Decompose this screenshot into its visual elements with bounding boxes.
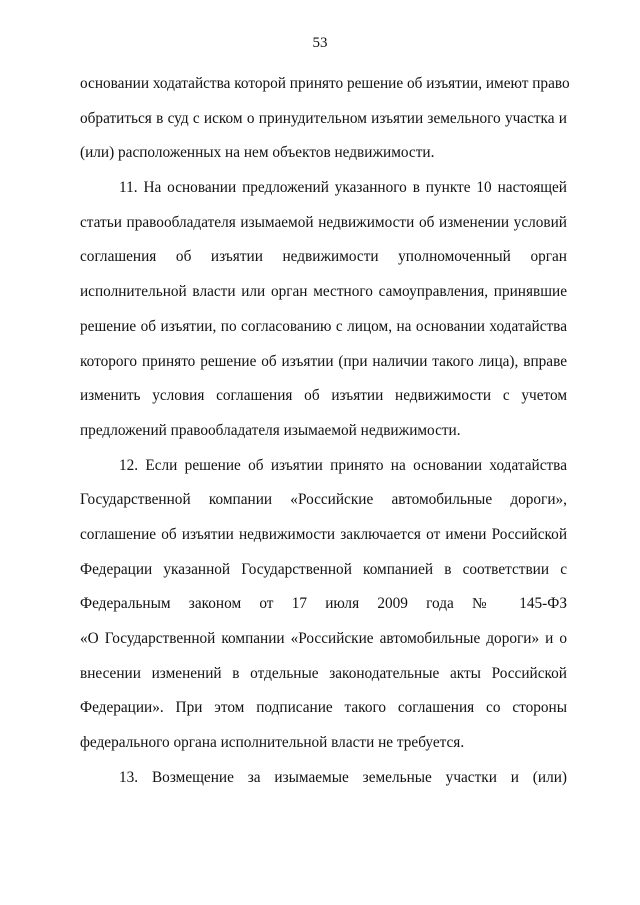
paragraph-3-line-5: Федеральным законом от 17 июля 2009 года № 145-ФЗ: [80, 595, 567, 613]
paragraph-1-line-1: основании ходатайства которой принято решение об изъятии, имеют право: [80, 75, 570, 92]
page-number: 53: [312, 35, 328, 51]
paragraph-2-line-1: 11. На основании предложений указанного в пункте 10 настоящей: [119, 179, 567, 197]
paragraph-3-line-9: федерального органа исполнительной власти не требуется.: [80, 734, 465, 752]
paragraph-3-line-6: «О Государственной компании «Российские автомобильные дороги» и о: [80, 630, 567, 647]
paragraph-2-line-7: изменить условия соглашения об изъятии недвижимости с учетом: [80, 387, 567, 405]
paragraph-2-line-5: решение об изъятии, по согласованию с лицом, на основании ходатайства: [80, 317, 567, 335]
paragraph-3-line-7: внесении изменений в отдельные законодательные акты Российской: [80, 664, 567, 682]
paragraph-3-line-3: соглашение об изъятии недвижимости заключается от имени Российской: [80, 525, 567, 543]
paragraph-2-line-8: предложений правообладателя изымаемой недвижимости.: [80, 421, 461, 439]
document-body: [80, 74, 570, 802]
paragraph-4-line-1: 13. Возмещение за изымаемые земельные участки и (или): [119, 768, 567, 786]
paragraph-3-line-2: Государственной компании «Российские автомобильные дороги»,: [80, 491, 567, 509]
paragraph-1-line-3: (или) расположенных на нем объектов недвижимости.: [80, 144, 435, 162]
paragraph-2-line-3: соглашения об изъятии недвижимости уполномоченный орган: [80, 248, 567, 266]
paragraph-3-line-4: Федерации указанной Государственной компанией в соответствии с: [80, 560, 567, 578]
paragraph-2-line-6: которого принято решение об изъятии (при наличии такого лица), вправе: [80, 352, 567, 370]
paragraph-3-line-1: 12. Если решение об изъятии принято на основании ходатайства: [119, 456, 567, 474]
paragraph-2-line-4: исполнительной власти или орган местного самоуправления, принявшие: [80, 283, 567, 301]
paragraph-1-line-2: обратиться в суд с иском о принудительном изъятии земельного участка и: [80, 109, 567, 127]
paragraph-2-line-2: статьи правообладателя изымаемой недвижимости об изменении условий: [80, 213, 567, 231]
paragraph-3-line-8: Федерации». При этом подписание такого соглашения со стороны: [80, 699, 567, 717]
